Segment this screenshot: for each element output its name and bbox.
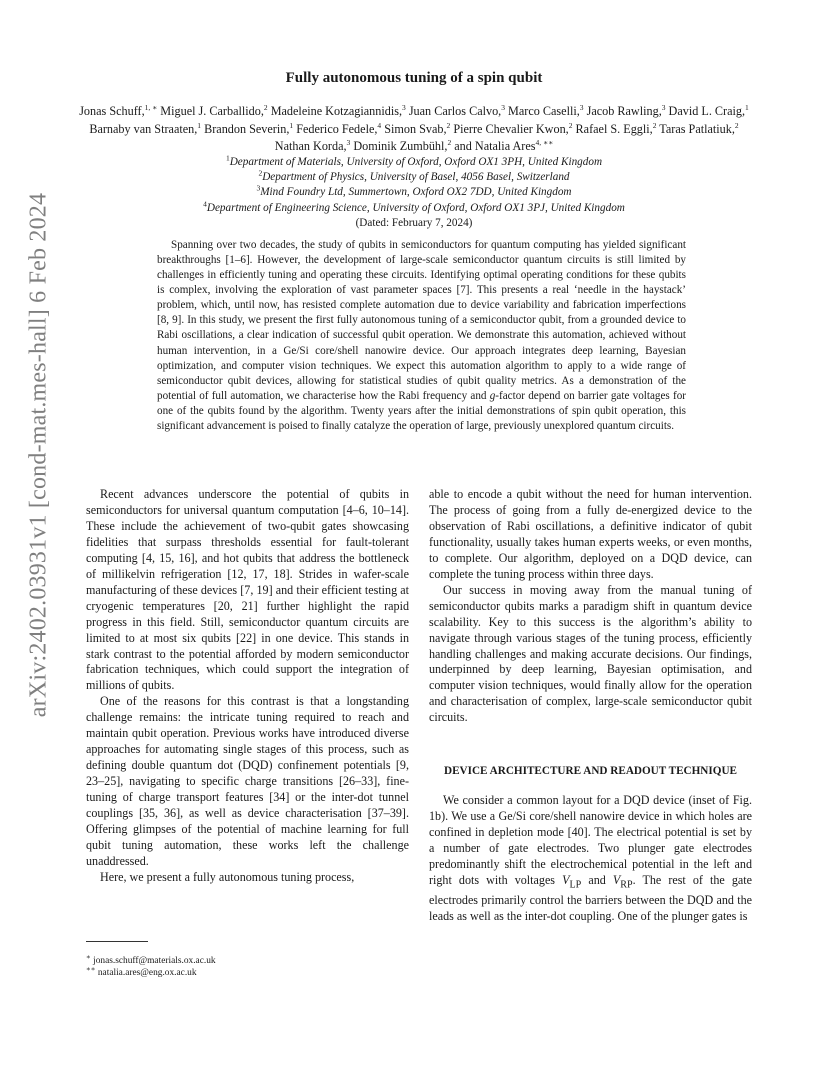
left-column <box>86 487 409 886</box>
affiliation-1: $^1$Department of Materials, University of Oxford, Oxford OX1 3PH, United Kingdom <box>225 153 603 168</box>
right-column <box>429 487 752 925</box>
footnote-email-1: ∗ jonas.schuff@materials.ox.ac.uk <box>86 952 216 966</box>
section-heading: DEVICE ARCHITECTURE AND READOUT TECHNIQUE <box>443 765 737 778</box>
abstract: Spanning over two decades, the study of qubits in semiconductors for quantum computing has yielded significant breakthroughs [1–6]. However, the development of large-scale semiconductor quantum circuits is still limited by challenges in efficiently tuning and operating these circuits. Identifying optimal operating conditions for these qubits is complex, involving the exploration of vast parameter spaces [7]. This presents a real ‘needle in the haystack’ problem, which, until now, has resisted complete automation due to device variability and fabrication imperfections [8, 9]. In this study, we present the first fully autonomous tuning of a semiconductor qubit, from a grounded device to Rabi oscillations, a clear indication of successful qubit operation. We demonstrate this automation, achieved without human intervention, in a Ge/Si core/shell nanowire device. Our approach integrates deep learning, Bayesian optimization, and computer vision techniques. We expect this automation algorithm to apply to a wide range of semiconductor qubit devices, allowing for statistical studies of qubit quality metrics. As a demonstration of the potential of full automation, we characterise how the Rabi frequency and g-factor depend on barrier gate voltages for one of the qubits found by the algorithm. Twenty years after the initial demonstrations of spin qubit operation, this significant advancement is poised to finally catalyze the operation of large, previously unexplored quantum circuits. <box>157 239 686 432</box>
paragraph: Our success in moving away from the manual tuning of semiconductor qubits marks a paradigm shift in quantum device scalability. Key to this success is the algorithm’s ability to navigate through various stages of the tuning process, efficiently handling challenges and making accurate decisions. Our findings, underpinned by deep learning, Bayesian optimisation, and computer vision techniques, would finally allow for the operation and characterisation of complex, large-scale semiconductor qubit circuits. <box>429 582 752 725</box>
affiliation-4: $^4$Department of Engineering Science, University of Oxford, Oxford OX1 3PJ, United Kingdom <box>203 198 625 214</box>
paragraph: Here, we present a fully autonomous tuning process, <box>100 869 355 884</box>
paper-title: Fully autonomous tuning of a spin qubit <box>285 70 543 86</box>
affiliations-block <box>0 155 828 231</box>
arxiv-identifier-stamp <box>25 192 52 718</box>
affiliation-3: $^3$Mind Foundry Ltd, Summertown, Oxford OX2 7DD, United Kingdom <box>256 183 572 199</box>
arxiv-id-text: arXiv:2402.03931v1 [cond-mat.mes-hall] 6 Feb 2024 <box>25 192 52 718</box>
footnote-email-2: ∗∗ natalia.ares@eng.ox.ac.uk <box>86 965 197 979</box>
paragraph: We consider a common layout for a DQD device (inset of Fig. 1b). We use a Ge/Si core/shell nanowire device in which holes are confined in depletion mode [40]. The electrical potential is set by a number of gate electrodes. Two plunger gate electrodes predominantly shift the electrochemical potential in the left and right dots with voltages $V_{LP}$ and $V_{RP}$. The rest of the gate electrodes primarily control the barriers between the DQD and the leads as well as the inter-dot coupling. One of the plunger gates is <box>429 793 752 924</box>
date-line: (Dated: February 7, 2024) <box>355 216 473 229</box>
author-list: Jonas Schuff,$^{1, ∗}$ Miguel J. Carballido,$^2$ Madeleine Kotzagiannidis,$^3$ Juan Carlos Calvo,$^3$ Marco Caselli,$^3$ Jacob Rawling,$^3$ David L. Craig,$^1$ Barnaby van Straaten,$^1$ Brandon Severin,$^1$ Federico Fedele,$^4$ Simon Svab,$^2$ Pierre Chevalier Kwon,$^2$ Rafael S. Eggli,$^2$ Taras Patlatiuk,$^2$ Nathan Korda,$^3$ Dominik Zumbühl,$^2$ and Natalia Ares$^{4, ∗∗}$ <box>79 102 749 153</box>
paragraph: Recent advances underscore the potential of qubits in semiconductors for universal quantum computation [4–6, 10–14]. These include the achievement of two-qubit gates showcasing fidelities that surpass thresholds essential for fault-tolerant computing [4, 15, 16], and hot qubits that address the bottleneck of millikelvin refrigeration [12, 17, 18]. Strides in wafer-scale manufacturing of these devices [7, 19] and their efficient testing at cryogenic temperatures [20, 21] further highlight the rapid progress in this field. Still, semiconductor quantum circuits are limited to at most six qubits [22] in one device. This stands in stark contrast to the potential afforded by modern semiconductor fabrication techniques, which could support the integration of millions of qubits. <box>86 487 409 693</box>
paragraph-continuation: able to encode a qubit without the need for human intervention. The process of going from a fully de-energized device to the observation of Rabi oscillations, a definitive indicator of qubit functionality, usually takes human experts weeks, or even months, to complete. Our algorithm, deployed on a DQD device, can complete the tuning process within three days. <box>429 487 752 581</box>
footnotes <box>86 952 406 979</box>
affiliation-2: $^2$Department of Physics, University of Basel, 4056 Basel, Switzerland <box>258 168 570 184</box>
footnote-divider <box>86 941 148 942</box>
paragraph: One of the reasons for this contrast is that a longstanding challenge remains: the intricate tuning required to reach and maintain qubit operation. Previous works have introduced diverse approaches for automating single stages of this process, such as defining double quantum dot (DQD) confinement potentials [9, 23–25], navigating to specific charge transitions [26–33], fine-tuning of charge transport features [34] or the inter-dot tunnel couplings [35, 36], as well as device characterisation [37–39]. Offering glimpses of the potential of machine learning for full qubit tuning automation, these works left the challenge unaddressed. <box>86 694 409 868</box>
